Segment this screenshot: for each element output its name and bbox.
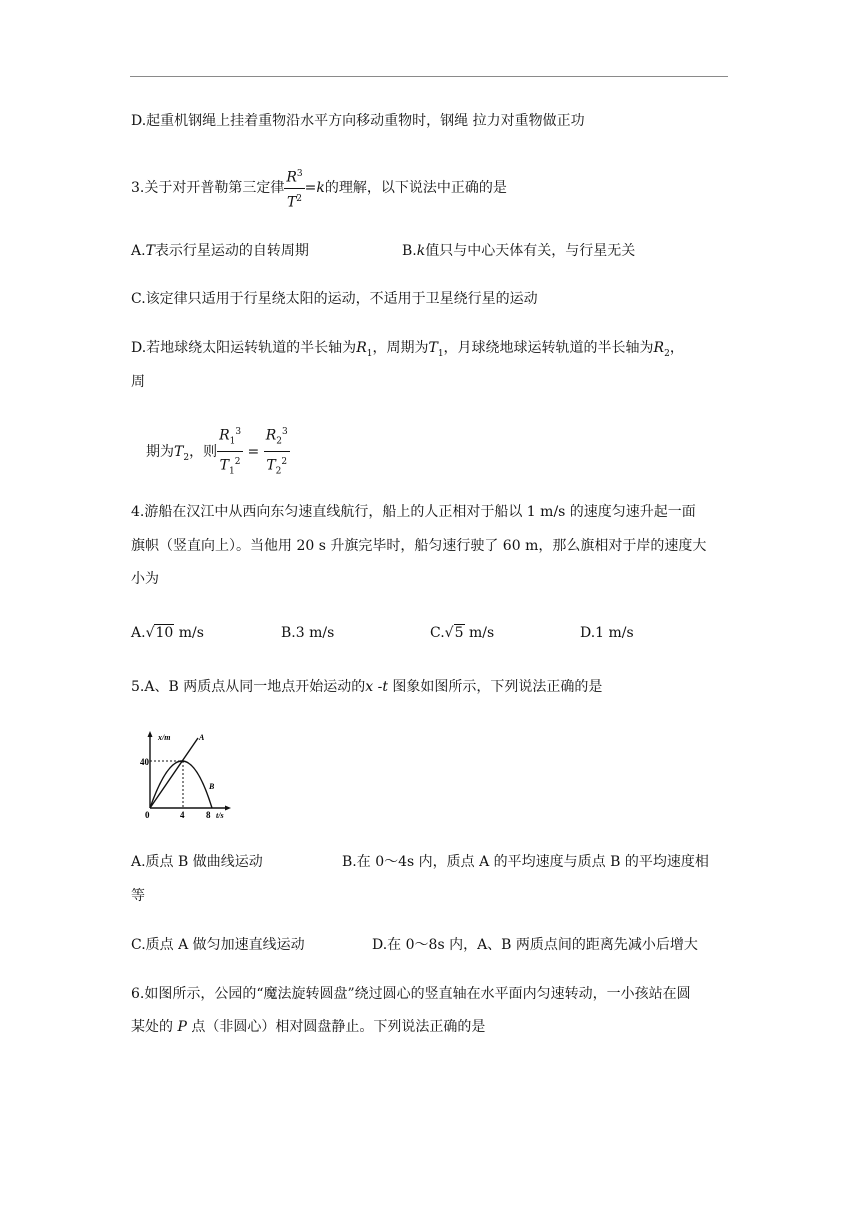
q3-b-var: k <box>416 243 426 259</box>
q3-option-d-line3 <box>146 422 290 477</box>
ratio-1: $\frac{R_1^3}{T_1^2}$ <box>217 422 243 482</box>
q4-option-b: B.3 m/s <box>281 625 335 641</box>
q3-stem-suffix: 的理解，以下说法中正确的是 <box>324 180 507 197</box>
q4-option-a <box>131 623 204 643</box>
q3-d-text-e: 期为 <box>146 443 174 460</box>
q3-option-d-line2: 周 <box>131 374 145 390</box>
header-rule <box>130 76 728 77</box>
label-a: A <box>199 733 205 742</box>
q4-stem-line2: 旗帜（竖直向上）。当他用 20 s 升旗完毕时，船匀速行驶了 60 m，那么旗相对于岸的速度大 <box>131 538 707 554</box>
y-axis-arrow <box>148 731 153 737</box>
q4-c-prefix: C. <box>430 625 445 641</box>
sqrt-5: √5 <box>444 625 464 641</box>
q4-stem-line3: 小为 <box>131 571 159 587</box>
q6-stem-line2 <box>131 1017 485 1037</box>
q4-option-d: D.1 m/s <box>580 625 634 641</box>
x-tick-8: 8 <box>206 810 211 820</box>
q5-stem-a: 5.A、B 两质点从同一地点开始运动的 <box>131 679 366 695</box>
q5-stem-dash: - <box>373 679 383 695</box>
q5-stem <box>131 677 602 697</box>
q3-d-r1: R <box>356 340 367 356</box>
line-a <box>150 738 198 808</box>
kepler-fraction <box>284 164 304 212</box>
q3-option-d <box>131 338 684 364</box>
origin-label: 0 <box>145 810 150 820</box>
y-tick-40: 40 <box>140 757 149 767</box>
q5-option-c: C.质点 A 做匀加速直线运动 <box>131 937 305 953</box>
y-axis-label: x/m <box>158 733 171 742</box>
xt-graph <box>140 728 240 824</box>
q3-d-r1-sub: 1 <box>366 348 373 359</box>
q3-d-text-c: ，月球绕地球运转轨道的半长轴为 <box>443 340 654 356</box>
q3-stem <box>131 164 507 211</box>
q3-d-text-b: ，周期为 <box>372 340 429 356</box>
q5-option-d: D.在 0～8s 内，A、B 两质点间的距离先减小后增大 <box>372 937 698 953</box>
curve-b <box>150 761 212 808</box>
x-tick-4: 4 <box>180 810 185 820</box>
q3-d-t2-sub: 2 <box>183 452 190 463</box>
kepler-t-exp: 2 <box>296 193 303 204</box>
q3-d-r2: R <box>653 340 665 356</box>
kepler-k: =k <box>304 180 325 197</box>
q4-option-c <box>430 623 494 643</box>
q3-d-t1-sub: 1 <box>437 348 444 359</box>
q3-stem-prefix: 3.关于对开普勒第三定律 <box>131 180 285 197</box>
q5-option-b: B.在 0～4s 内，质点 A 的平均速度与质点 B 的平均速度相 <box>342 854 709 870</box>
q3-d-text-f: ，则 <box>189 443 218 460</box>
q4-stem-line1: 4.游船在汉江中从西向东匀速直线航行，船上的人正相对于船以 1 m/s 的速度匀速升起一面 <box>131 504 696 520</box>
q3-b-text: 值只与中心天体有关，与行星无关 <box>425 243 636 259</box>
q2-option-d: D.起重机钢绳上挂着重物沿水平方向移动重物时，钢绳 拉力对重物做正功 <box>131 113 585 129</box>
q3-d-t1: T <box>428 340 438 356</box>
x-axis-arrow <box>225 806 231 811</box>
q3-a-text: 表示行星运动的自转周期 <box>154 243 309 259</box>
q3-d-text-a: D.若地球绕太阳运转轨道的半长轴为 <box>131 340 357 356</box>
kepler-r-exp: 3 <box>296 169 303 179</box>
q3-option-c: C.该定律只适用于行星绕太阳的运动，不适用于卫星绕行星的运动 <box>131 291 538 307</box>
q3-d-t2: T <box>174 443 184 460</box>
q3-b-prefix: B. <box>402 243 417 259</box>
q3-d-text-d: ， <box>669 340 684 356</box>
q5-option-a: A.质点 B 做曲线运动 <box>131 854 263 870</box>
q3-a-var: T <box>145 243 155 259</box>
q4-a-prefix: A. <box>131 625 146 641</box>
ratio-2: $\frac{R_2^3}{T_2^2}$ <box>264 422 290 482</box>
q5-stem-t: t <box>382 679 388 695</box>
kepler-r: R <box>286 169 297 186</box>
kepler-t: T <box>286 194 297 211</box>
q5-stem-x: x <box>365 679 374 695</box>
q4-a-unit: m/s <box>174 625 204 641</box>
q5-stem-b: 图象如图所示，下列说法正确的是 <box>387 679 603 695</box>
q6-point-p: P <box>177 1019 187 1035</box>
q6-stem-b: 点（非圆心）相对圆盘静止。下列说法正确的是 <box>191 1019 486 1035</box>
q3-a-prefix: A. <box>131 243 146 259</box>
q4-c-unit: m/s <box>464 625 495 641</box>
q3-option-a <box>131 241 309 261</box>
q6-stem-line1: 6.如图所示，公园的“魔法旋转圆盘”绕过圆心的竖直轴在水平面内匀速转动，一小孩站在圆 <box>131 986 691 1002</box>
x-axis-label: t/s <box>216 811 224 820</box>
sqrt-10: √10 <box>145 625 174 641</box>
q3-option-b <box>402 241 635 261</box>
ratio-equals: = <box>247 443 260 460</box>
q6-stem-a: 某处的 <box>131 1019 173 1035</box>
label-b: B <box>209 782 215 791</box>
q5-option-b-line2: 等 <box>131 888 145 904</box>
q3-d-r2-sub: 2 <box>664 348 670 359</box>
